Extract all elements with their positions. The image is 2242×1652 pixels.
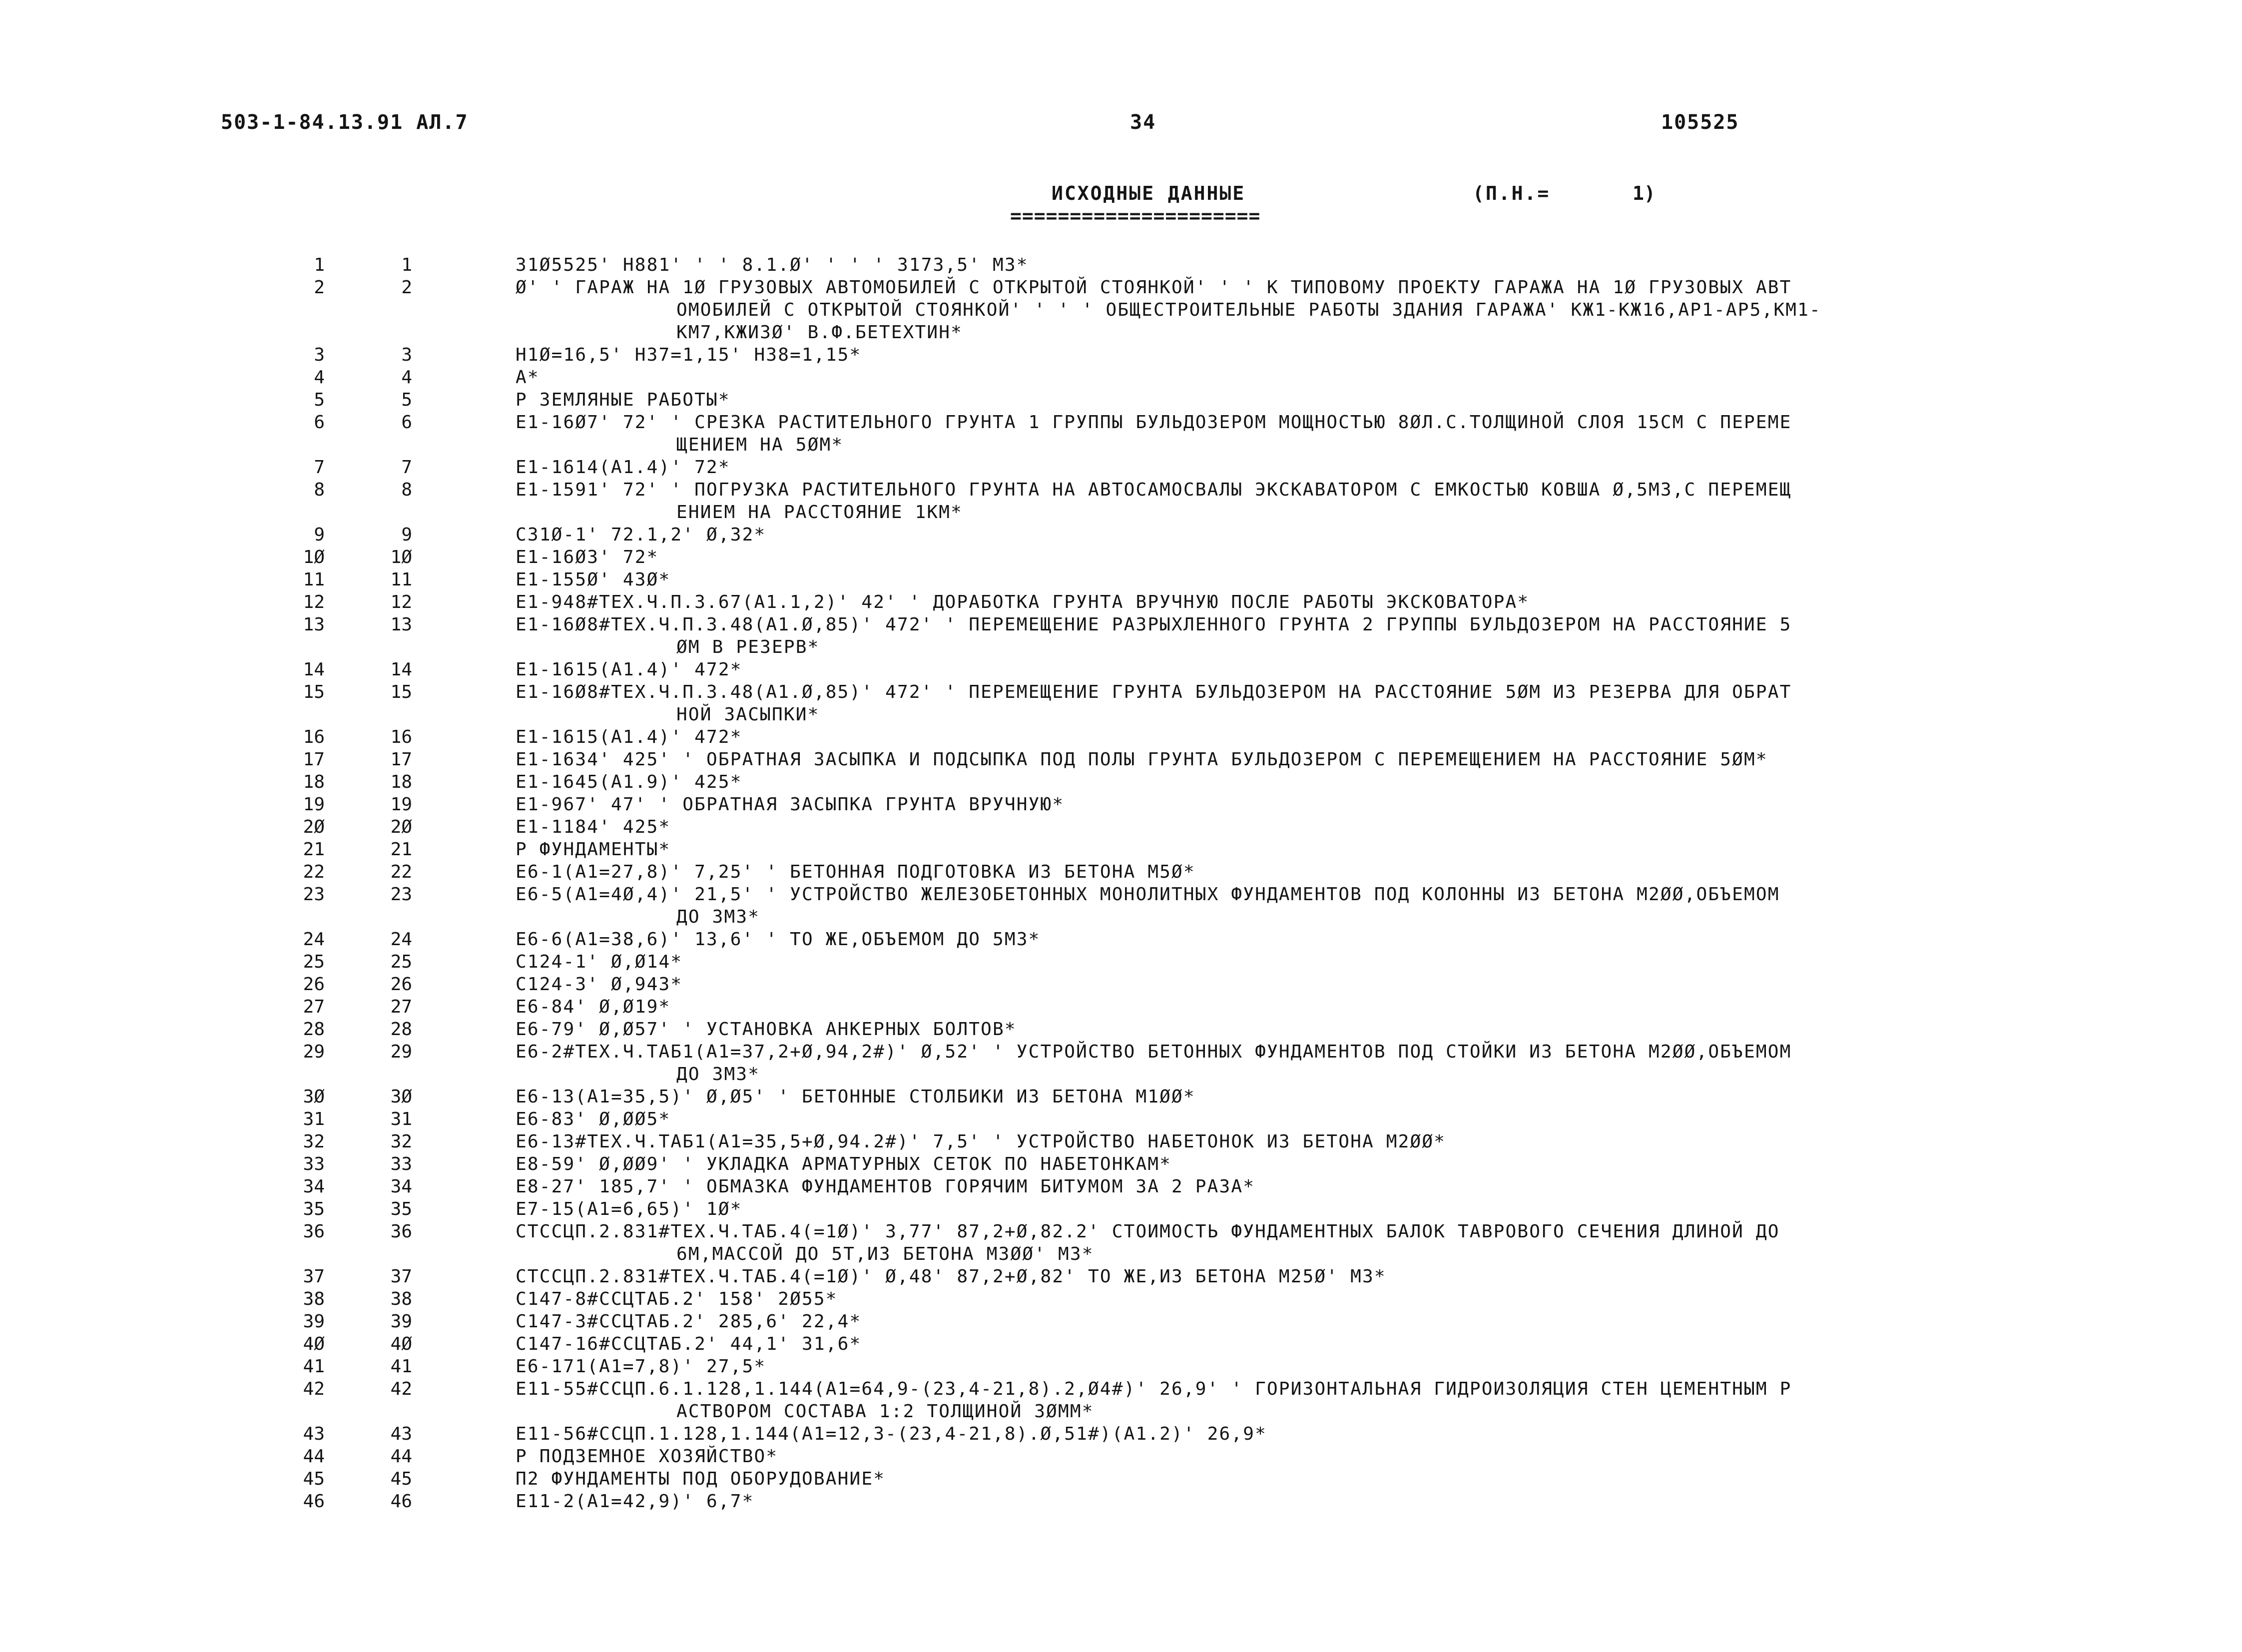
row-text-line: Е1-1184' 425* — [516, 817, 671, 837]
listing-row — [0, 1198, 2034, 1220]
row-text-line: Е1-1591' 72' ' ПОГРУЗКА РАСТИТЕЛЬНОГО ГРУНТА НА АВТОСАМОСВАЛЫ ЭКСКАВАТОРОМ С ЕМКОСТЬЮ КОВША Ø,5М3,С ПЕРЕМЕЩ — [516, 480, 1792, 500]
row-text-line: Р ПОДЗЕМНОЕ ХОЗЯЙСТВО* — [516, 1446, 778, 1467]
row-number: 31 — [303, 1109, 325, 1129]
row-text-line: Н1Ø=16,5' Н37=1,15' Н38=1,15* — [516, 345, 862, 365]
row-number: 25 — [303, 952, 325, 972]
row-number: 18 — [303, 772, 325, 792]
row-number: 6 — [314, 412, 325, 433]
row-text-line: Е6-84' Ø,Ø19* — [516, 997, 671, 1017]
row-number: 29 — [303, 1042, 325, 1062]
row-text-line: А* — [516, 367, 540, 388]
listing-row — [0, 1288, 2034, 1310]
row-text-line: Е6-6(А1=38,6)' 13,6' ' ТО ЖЕ,ОБЪЕМОМ ДО 5М3* — [516, 929, 1041, 950]
line-number: 27 — [390, 997, 412, 1017]
line-number: 4 — [401, 367, 412, 388]
listing-row — [0, 1130, 2034, 1153]
listing-row — [0, 1333, 2034, 1355]
listing-row — [0, 524, 2034, 546]
row-text — [516, 1333, 2034, 1355]
line-number: 31 — [390, 1109, 412, 1129]
row-number: 43 — [303, 1424, 325, 1444]
row-text-line: Ø' ' ГАРАЖ НА 1Ø ГРУЗОВЫХ АВТОМОБИЛЕЙ С ОТКРЫТОЙ СТОЯНКОЙ' ' ' К ТИПОВОМУ ПРОЕКТУ ГАРАЖА НА 1Ø ГРУЗОВЫХ АВТ — [516, 277, 1792, 298]
line-number: 38 — [390, 1289, 412, 1309]
row-number: 24 — [303, 929, 325, 950]
line-number: 2 — [401, 277, 412, 298]
row-text-line: Р ФУНДАМЕНТЫ* — [516, 839, 671, 860]
row-text-line: 31Ø5525' Н881' ' ' 8.1.Ø' ' ' ' 3173,5' М3* — [516, 255, 1029, 275]
row-text — [516, 1288, 2034, 1310]
listing-row — [0, 681, 2034, 726]
listing-row — [0, 1220, 2034, 1265]
line-number: 36 — [390, 1221, 412, 1242]
row-text-line: Е11-56#ССЦП.1.128,1.144(А1=12,3-(23,4-21,8).Ø,51#)(А1.2)' 26,9* — [516, 1424, 1267, 1444]
row-number: 9 — [314, 525, 325, 545]
line-number: 21 — [390, 839, 412, 860]
listing-row — [0, 613, 2034, 658]
line-number: 39 — [390, 1311, 412, 1332]
row-text-line: СТССЦП.2.831#ТЕХ.Ч.ТАБ.4(=1Ø)' 3,77' 87,2+Ø,82.2' СТОИМОСТЬ ФУНДАМЕНТНЫХ БАЛОК ТАВРОВОГО СЕЧЕНИЯ ДЛИНОЙ ДО — [516, 1221, 1780, 1242]
row-text-line: С124-1' Ø,Ø14* — [516, 952, 683, 972]
row-number: 32 — [303, 1131, 325, 1152]
row-text-continuation: ОМОБИЛЕЙ С ОТКРЫТОЙ СТОЯНКОЙ' ' ' ' ОБЩЕСТРОИТЕЛЬНЫЕ РАБОТЫ ЗДАНИЯ ГАРАЖА' КЖ1-КЖ16,АР1-АР5,КМ1- — [676, 300, 1821, 320]
row-text-line: Е1-16Ø8#ТЕХ.Ч.П.3.48(А1.Ø,85)' 472' ' ПЕРЕМЕЩЕНИЕ ГРУНТА БУЛЬДОЗЕРОМ НА РАССТОЯНИЕ 5ØМ ИЗ РЕЗЕРВА ДЛЯ ОБРАТ — [516, 682, 1792, 702]
row-text — [516, 1198, 2034, 1220]
listing-row — [0, 1310, 2034, 1333]
row-text-line: Е7-15(А1=6,65)' 1Ø* — [516, 1199, 742, 1219]
line-number: 3 — [401, 345, 412, 365]
listing-row — [0, 1490, 2034, 1513]
row-text — [516, 883, 2034, 928]
row-text — [516, 658, 2034, 681]
row-number: 13 — [303, 614, 325, 635]
row-number: 33 — [303, 1154, 325, 1174]
listing-row — [0, 726, 2034, 748]
row-text-line: С147-3#ССЦТАБ.2' 285,6' 22,4* — [516, 1311, 862, 1332]
line-number: 9 — [401, 525, 412, 545]
listing-row — [0, 1041, 2034, 1086]
row-text-line: Е1-1615(А1.4)' 472* — [516, 727, 742, 747]
row-number: 17 — [303, 749, 325, 770]
line-number: 28 — [390, 1019, 412, 1040]
listing-row — [0, 838, 2034, 861]
line-number: 46 — [390, 1491, 412, 1512]
line-number: 2Ø — [390, 817, 412, 837]
row-text-line: Е1-1614(А1.4)' 72* — [516, 457, 730, 478]
line-number: 11 — [390, 569, 412, 590]
line-number: 12 — [390, 592, 412, 612]
row-text — [516, 1175, 2034, 1198]
row-text — [516, 1041, 2034, 1086]
row-text — [516, 838, 2034, 861]
listing-row — [0, 1018, 2034, 1041]
row-number: 36 — [303, 1221, 325, 1242]
row-text — [516, 613, 2034, 658]
listing-row — [0, 951, 2034, 973]
row-text — [516, 524, 2034, 546]
row-text-line: Е6-79' Ø,Ø57' ' УСТАНОВКА АНКЕРНЫХ БОЛТОВ* — [516, 1019, 1017, 1040]
listing-row — [0, 973, 2034, 996]
row-number: 1 — [314, 255, 325, 275]
row-number: 34 — [303, 1176, 325, 1197]
listing-row — [0, 1378, 2034, 1423]
line-number: 43 — [390, 1424, 412, 1444]
row-number: 41 — [303, 1356, 325, 1377]
listing-row — [0, 658, 2034, 681]
line-number: 5 — [401, 390, 412, 410]
listing-row — [0, 568, 2034, 591]
pn-label: (П.Н.= — [1473, 182, 1551, 204]
row-text-line: Е1-967' 47' ' ОБРАТНАЯ ЗАСЫПКА ГРУНТА ВРУЧНУЮ* — [516, 794, 1065, 815]
line-number: 17 — [390, 749, 412, 770]
listing-row — [0, 254, 2034, 276]
listing-row — [0, 591, 2034, 613]
row-text-continuation: ДО 3М3* — [676, 1064, 760, 1085]
row-text-line: Е1-1634' 425' ' ОБРАТНАЯ ЗАСЫПКА И ПОДСЫПКА ПОД ПОЛЫ ГРУНТА БУЛЬДОЗЕРОМ С ПЕРЕМЕЩЕНИЕМ НА РАССТОЯНИЕ 5ØМ* — [516, 749, 1768, 770]
row-number: 5 — [314, 390, 325, 410]
row-number: 3Ø — [303, 1087, 325, 1107]
row-text — [516, 1310, 2034, 1333]
row-text-line: Е6-13#ТЕХ.Ч.ТАБ1(А1=35,5+Ø,94.2#)' 7,5' ' УСТРОЙСТВО НАБЕТОНОК ИЗ БЕТОНА М2ØØ* — [516, 1131, 1446, 1152]
listing-row — [0, 771, 2034, 793]
row-text-line: Е1-155Ø' 43Ø* — [516, 569, 671, 590]
row-number: 22 — [303, 862, 325, 882]
listing-row — [0, 479, 2034, 524]
line-number: 23 — [390, 884, 412, 905]
row-number: 4Ø — [303, 1334, 325, 1354]
row-text-line: Е6-2#ТЕХ.Ч.ТАБ1(А1=37,2+Ø,94,2#)' Ø,52' ' УСТРОЙСТВО БЕТОННЫХ ФУНДАМЕНТОВ ПОД СТОЙКИ ИЗ БЕТОНА М2ØØ,ОБЪЕМОМ — [516, 1042, 1792, 1062]
data-listing — [0, 254, 2034, 1513]
line-number: 34 — [390, 1176, 412, 1197]
row-text — [516, 479, 2034, 524]
row-text — [516, 1130, 2034, 1153]
row-text-line: Е1-948#ТЕХ.Ч.П.3.67(А1.1,2)' 42' ' ДОРАБОТКА ГРУНТА ВРУЧНУЮ ПОСЛЕ РАБОТЫ ЭКСКОВАТОРА* — [516, 592, 1530, 612]
row-text — [516, 1468, 2034, 1490]
row-number: 12 — [303, 592, 325, 612]
listing-row — [0, 883, 2034, 928]
line-number: 44 — [390, 1446, 412, 1467]
row-text — [516, 411, 2034, 456]
row-number: 23 — [303, 884, 325, 905]
listing-row — [0, 748, 2034, 771]
listing-row — [0, 816, 2034, 838]
line-number: 8 — [401, 480, 412, 500]
row-number: 21 — [303, 839, 325, 860]
listing-row — [0, 1355, 2034, 1378]
row-text — [516, 793, 2034, 816]
row-number: 26 — [303, 974, 325, 995]
line-number: 18 — [390, 772, 412, 792]
row-text-continuation: ДО 3М3* — [676, 907, 760, 927]
row-text-line: Е1-1645(А1.9)' 425* — [516, 772, 742, 792]
row-text — [516, 1086, 2034, 1108]
row-text — [516, 1423, 2034, 1445]
row-text — [516, 1018, 2034, 1041]
row-text — [516, 996, 2034, 1018]
row-text — [516, 389, 2034, 411]
row-number: 39 — [303, 1311, 325, 1332]
row-text — [516, 1220, 2034, 1265]
row-text — [516, 861, 2034, 883]
row-text-line: П2 ФУНДАМЕНТЫ ПОД ОБОРУДОВАНИЕ* — [516, 1469, 886, 1489]
line-number: 41 — [390, 1356, 412, 1377]
pn-value: 1) — [1633, 182, 1656, 204]
doc-code: 503-1-84.13.91 АЛ.7 — [221, 111, 469, 134]
row-text — [516, 591, 2034, 613]
line-number: 3Ø — [390, 1087, 412, 1107]
line-number: 32 — [390, 1131, 412, 1152]
title-underline: ===================== — [1010, 205, 1261, 227]
row-text — [516, 1153, 2034, 1175]
listing-row — [0, 366, 2034, 389]
line-number: 15 — [390, 682, 412, 702]
row-text-line: Е1-1615(А1.4)' 472* — [516, 659, 742, 680]
row-text-continuation: ØМ В РЕЗЕРВ* — [676, 637, 820, 657]
line-number: 7 — [401, 457, 412, 478]
row-text — [516, 748, 2034, 771]
listing-row — [0, 344, 2034, 366]
row-number: 45 — [303, 1469, 325, 1489]
row-number: 4 — [314, 367, 325, 388]
row-number: 46 — [303, 1491, 325, 1512]
line-number: 6 — [401, 412, 412, 433]
row-text — [516, 344, 2034, 366]
doc-id: 105525 — [1661, 111, 1739, 134]
line-number: 14 — [390, 659, 412, 680]
listing-row — [0, 276, 2034, 344]
line-number: 45 — [390, 1469, 412, 1489]
line-number: 24 — [390, 929, 412, 950]
row-text-line: Е1-16Ø7' 72' ' СРЕЗКА РАСТИТЕЛЬНОГО ГРУНТА 1 ГРУППЫ БУЛЬДОЗЕРОМ МОЩНОСТЬЮ 8ØЛ.С.ТОЛЩИНОЙ СЛОЯ 15СМ С ПЕРЕМЕ — [516, 412, 1792, 433]
row-number: 42 — [303, 1379, 325, 1399]
listing-row — [0, 1153, 2034, 1175]
listing-row — [0, 546, 2034, 568]
row-text-line: Е6-1(А1=27,8)' 7,25' ' БЕТОННАЯ ПОДГОТОВКА ИЗ БЕТОНА М5Ø* — [516, 862, 1195, 882]
row-number: 2Ø — [303, 817, 325, 837]
line-number: 13 — [390, 614, 412, 635]
row-text — [516, 1490, 2034, 1513]
section-title: ИСХОДНЫЕ ДАННЫЕ — [1052, 182, 1246, 204]
row-text-line: Е6-5(А1=4Ø,4)' 21,5' ' УСТРОЙСТВО ЖЕЛЕЗОБЕТОННЫХ МОНОЛИТНЫХ ФУНДАМЕНТОВ ПОД КОЛОННЫ ИЗ БЕТОНА М2ØØ,ОБЪЕМОМ — [516, 884, 1780, 905]
row-text — [516, 1265, 2034, 1288]
row-number: 3 — [314, 345, 325, 365]
row-text-continuation: ЩЕНИЕМ НА 5ØМ* — [676, 435, 844, 455]
row-text — [516, 951, 2034, 973]
listing-row — [0, 1445, 2034, 1468]
row-text-line: С31Ø-1' 72.1,2' Ø,32* — [516, 525, 766, 545]
row-text-line: Е1-16Ø3' 72* — [516, 547, 659, 567]
listing-row — [0, 1175, 2034, 1198]
row-text-line: Е8-59' Ø,ØØ9' ' УКЛАДКА АРМАТУРНЫХ СЕТОК ПО НАБЕТОНКАМ* — [516, 1154, 1172, 1174]
row-text — [516, 366, 2034, 389]
row-text-continuation: 6М,МАССОЙ ДО 5Т,ИЗ БЕТОНА М3ØØ' М3* — [676, 1244, 1094, 1264]
row-text — [516, 276, 2034, 344]
row-text-continuation: ЕНИЕМ НА РАССТОЯНИЕ 1КМ* — [676, 502, 963, 523]
listing-row — [0, 456, 2034, 479]
line-number: 37 — [390, 1266, 412, 1287]
line-number: 16 — [390, 727, 412, 747]
line-number: 1Ø — [390, 547, 412, 567]
row-text-line: Е6-171(А1=7,8)' 27,5* — [516, 1356, 766, 1377]
row-number: 1Ø — [303, 547, 325, 567]
row-text — [516, 568, 2034, 591]
listing-row — [0, 1468, 2034, 1490]
row-text — [516, 726, 2034, 748]
row-text — [516, 1355, 2034, 1378]
row-text-line: Е6-83' Ø,ØØ5* — [516, 1109, 671, 1129]
page-number: 34 — [1130, 111, 1156, 134]
listing-row — [0, 411, 2034, 456]
line-number: 22 — [390, 862, 412, 882]
row-text-continuation: НОЙ ЗАСЫПКИ* — [676, 704, 820, 725]
listing-row — [0, 1086, 2034, 1108]
row-text-line: Е11-2(А1=42,9)' 6,7* — [516, 1491, 754, 1512]
row-text-line: С147-8#ССЦТАБ.2' 158' 2Ø55* — [516, 1289, 838, 1309]
row-number: 11 — [303, 569, 325, 590]
line-number: 42 — [390, 1379, 412, 1399]
line-number: 4Ø — [390, 1334, 412, 1354]
row-number: 35 — [303, 1199, 325, 1219]
row-number: 7 — [314, 457, 325, 478]
line-number: 35 — [390, 1199, 412, 1219]
row-text-line: Р ЗЕМЛЯНЫЕ РАБОТЫ* — [516, 390, 730, 410]
row-text — [516, 771, 2034, 793]
listing-row — [0, 928, 2034, 951]
row-text-line: Е11-55#ССЦП.6.1.128,1.144(А1=64,9-(23,4-21,8).2,Ø4#)' 26,9' ' ГОРИЗОНТАЛЬНАЯ ГИДРОИЗОЛЯЦИЯ СТЕН ЦЕМЕНТНЫМ Р — [516, 1379, 1792, 1399]
listing-row — [0, 861, 2034, 883]
row-number: 38 — [303, 1289, 325, 1309]
row-text — [516, 1445, 2034, 1468]
listing-row — [0, 996, 2034, 1018]
row-text-line: Е6-13(А1=35,5)' Ø,Ø5' ' БЕТОННЫЕ СТОЛБИКИ ИЗ БЕТОНА М1ØØ* — [516, 1087, 1195, 1107]
row-text — [516, 1108, 2034, 1130]
line-number: 1 — [401, 255, 412, 275]
listing-row — [0, 1265, 2034, 1288]
row-number: 37 — [303, 1266, 325, 1287]
row-number: 14 — [303, 659, 325, 680]
listing-row — [0, 1423, 2034, 1445]
row-text — [516, 1378, 2034, 1423]
row-text-line: Е1-16Ø8#ТЕХ.Ч.П.3.48(А1.Ø,85)' 472' ' ПЕРЕМЕЩЕНИЕ РАЗРЫХЛЕННОГО ГРУНТА 2 ГРУППЫ БУЛЬДОЗЕРОМ НА РАССТОЯНИЕ 5 — [516, 614, 1792, 635]
line-number: 26 — [390, 974, 412, 995]
row-number: 28 — [303, 1019, 325, 1040]
line-number: 19 — [390, 794, 412, 815]
row-text-line: Е8-27' 185,7' ' ОБМАЗКА ФУНДАМЕНТОВ ГОРЯЧИМ БИТУМОМ ЗА 2 РАЗА* — [516, 1176, 1255, 1197]
row-text — [516, 973, 2034, 996]
row-text-line: СТССЦП.2.831#ТЕХ.Ч.ТАБ.4(=1Ø)' Ø,48' 87,2+Ø,82' ТО ЖЕ,ИЗ БЕТОНА М25Ø' М3* — [516, 1266, 1386, 1287]
row-number: 27 — [303, 997, 325, 1017]
row-number: 15 — [303, 682, 325, 702]
row-text — [516, 546, 2034, 568]
row-text-line: С147-16#ССЦТАБ.2' 44,1' 31,6* — [516, 1334, 862, 1354]
row-number: 2 — [314, 277, 325, 298]
line-number: 33 — [390, 1154, 412, 1174]
row-text-line: С124-3' Ø,943* — [516, 974, 683, 995]
row-text-continuation: АСТВОРОМ СОСТАВА 1:2 ТОЛЩИНОЙ 3ØММ* — [676, 1401, 1094, 1422]
row-number: 8 — [314, 480, 325, 500]
listing-row — [0, 793, 2034, 816]
listing-row — [0, 389, 2034, 411]
row-text — [516, 456, 2034, 479]
row-text — [516, 254, 2034, 276]
row-number: 16 — [303, 727, 325, 747]
row-text — [516, 928, 2034, 951]
row-text — [516, 681, 2034, 726]
line-number: 29 — [390, 1042, 412, 1062]
row-number: 19 — [303, 794, 325, 815]
line-number: 25 — [390, 952, 412, 972]
row-number: 44 — [303, 1446, 325, 1467]
row-text-continuation: КМ7,КЖИ3Ø' В.Ф.БЕТЕХТИН* — [676, 322, 963, 343]
row-text — [516, 816, 2034, 838]
listing-row — [0, 1108, 2034, 1130]
